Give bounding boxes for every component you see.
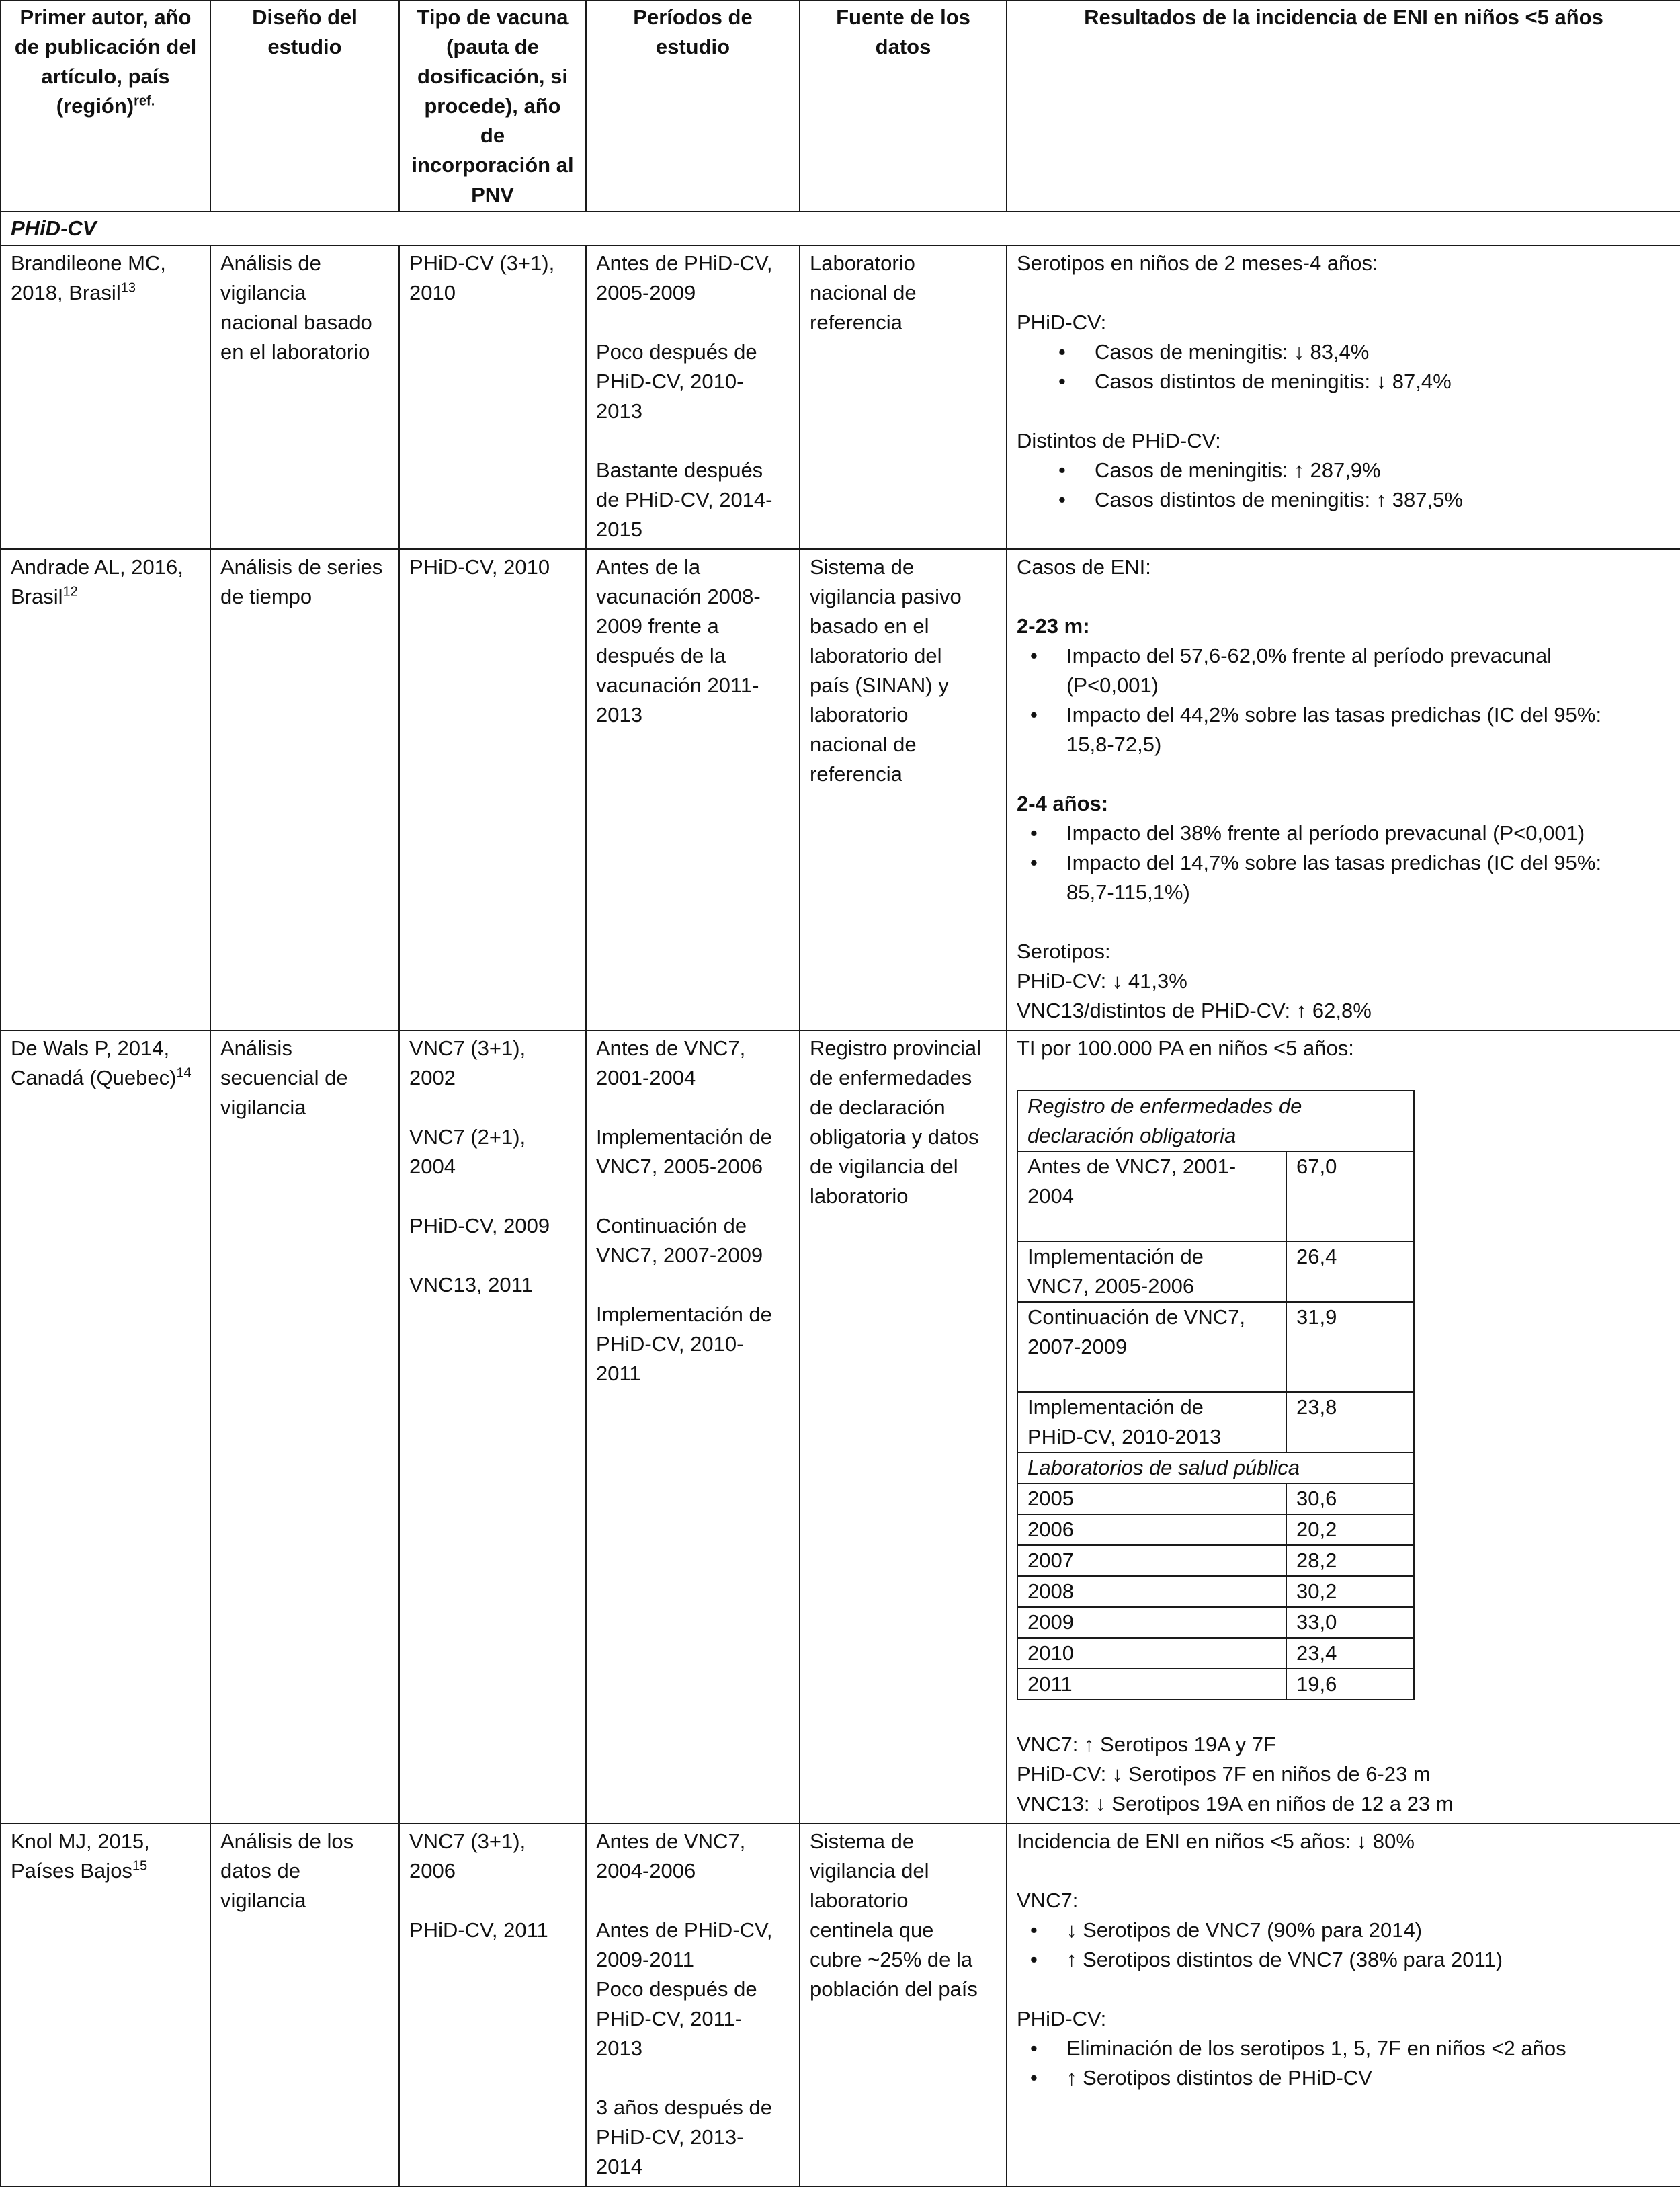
table-cell-label: 2006 (1017, 1514, 1286, 1545)
table-row (1017, 1302, 1414, 1392)
table-row (1, 549, 1680, 1030)
ref-number: 14 (176, 1065, 192, 1081)
table-row (1, 1030, 1680, 1823)
table-row (1017, 1514, 1414, 1545)
table-row (1, 1823, 1680, 2186)
table-cell-value: 19,6 (1286, 1669, 1414, 1700)
list-item: • Impacto del 38% frente al período prevacunal (P<0,001) (1017, 819, 1671, 848)
periods-cell: Antes de VNC7, 2004-2006 Antes de PHiD-CV, 2009-2011 Poco después de PHiD-CV, 2011- 2013 3 años después de PHiD-CV, 2013- 2014 (586, 1823, 800, 2186)
source-cell: Sistema de vigilancia pasivo basado en el laboratorio del país (SINAN) y laboratorio nacional de referencia (800, 549, 1007, 1030)
table-row (1017, 1483, 1414, 1514)
list-item: • Impacto del 14,7% sobre las tasas predichas (IC del 95%: 85,7-115,1%) (1017, 848, 1671, 907)
table-cell-label: 2011 (1017, 1669, 1286, 1700)
table-cell-value: 23,8 (1286, 1392, 1414, 1452)
result-list (1017, 2034, 1671, 2093)
table-section-label: Registro de enfermedades de declaración obligatoria (1017, 1091, 1414, 1151)
section-row (1, 212, 1680, 245)
table-cell-label: 2010 (1017, 1638, 1286, 1669)
ref-number: 13 (120, 280, 136, 296)
periods-cell: Antes de VNC7, 2001-2004 Implementación de VNC7, 2005-2006 Continuación de VNC7, 2007-2009 Implementación de PHiD-CV, 2010- 2011 (586, 1030, 800, 1823)
table-section-row (1017, 1091, 1414, 1151)
table-cell-label: Antes de VNC7, 2001- 2004 (1017, 1151, 1286, 1241)
incidence-table (1017, 1090, 1415, 1700)
table-row (1017, 1151, 1414, 1241)
table-cell-label: Continuación de VNC7, 2007-2009 (1017, 1302, 1286, 1392)
table-row (1017, 1638, 1414, 1669)
table-row (1017, 1669, 1414, 1700)
header-row (1, 1, 1680, 212)
source-cell: Sistema de vigilancia del laboratorio centinela que cubre ~25% de la población del país (800, 1823, 1007, 2186)
periods-cell: Antes de PHiD-CV, 2005-2009 Poco después de PHiD-CV, 2010- 2013 Bastante después de PHiD-CV, 2014- 2015 (586, 245, 800, 549)
list-item: • Impacto del 57,6-62,0% frente al período prevacunal (P<0,001) (1017, 641, 1671, 700)
header-author: Primer autor, año de publicación del artículo, país (región)$^{ref.}$ (1, 1, 210, 212)
table-cell-label: 2009 (1017, 1607, 1286, 1638)
table-cell-value: 26,4 (1286, 1241, 1414, 1302)
header-results: Resultados de la incidencia de ENI en niños <5 años (1007, 1, 1680, 212)
table-cell-value: 33,0 (1286, 1607, 1414, 1638)
design-cell: Análisis de los datos de vigilancia (210, 1823, 399, 2186)
result-list (1017, 641, 1671, 759)
result-list (1017, 337, 1671, 397)
table-cell-value: 31,9 (1286, 1302, 1414, 1392)
results-cell: TI por 100.000 PA en niños <5 años: Registro de enfermedades de declaración obligatoria Antes de VNC7, 2001- 2004 67,0 Implementación de VNC7, 2005-2006 26,4 Continuación de VNC7, 2007-2009 31,9 Implementación de PHiD-CV, 2010-2013 23,8 Laboratorios de salud pública 2005 30,6 2006 20,2 2007 28,2 2008 30,2 2009 33,0 2010 23,4 2011 19,6 VNC7: ↑ Serotipos 19A y 7F PHiD-CV: ↓ Serotipos 7F en niños de 6-23 m VNC13: ↓ Serotipos 19A en niños de 12 a 23 m (1007, 1030, 1680, 1823)
table-cell-label: Implementación de VNC7, 2005-2006 (1017, 1241, 1286, 1302)
list-item: • ↑ Serotipos distintos de VNC7 (38% para 2011) (1017, 1945, 1671, 1975)
list-item: • Casos de meningitis: ↓ 83,4% (1017, 337, 1671, 367)
ref-number: 12 (62, 584, 78, 600)
list-item: • ↓ Serotipos de VNC7 (90% para 2014) (1017, 1915, 1671, 1945)
results-cell: Casos de ENI: 2-23 m: • Impacto del 57,6-62,0% frente al período prevacunal (P<0,001) • Impacto del 44,2% sobre las tasas predichas (IC del 95%: 15,8-72,5) 2-4 años: • Impacto del 38% frente al período prevacunal (P<0,001) • Impacto del 14,7% sobre las tasas predichas (IC del 95%: 85,7-115,1%) Serotipos: PHiD-CV: ↓ 41,3% VNC13/distintos de PHiD-CV: ↑ 62,8% (1007, 549, 1680, 1030)
table-row (1017, 1607, 1414, 1638)
design-cell: Análisis secuencial de vigilancia (210, 1030, 399, 1823)
vaccine-cell: VNC7 (3+1), 2006 PHiD-CV, 2011 (399, 1823, 586, 2186)
author-cell: Andrade AL, 2016, Brasil$^{12}$ (1, 549, 210, 1030)
table-cell-value: 30,6 (1286, 1483, 1414, 1514)
table-row (1, 245, 1680, 549)
vaccine-cell: VNC7 (3+1), 2002 VNC7 (2+1), 2004 PHiD-CV, 2009 VNC13, 2011 (399, 1030, 586, 1823)
design-cell: Análisis de vigilancia nacional basado en el laboratorio (210, 245, 399, 549)
header-vaccine: Tipo de vacuna (pauta de dosificación, si procede), año de incorporación al PNV (399, 1, 586, 212)
table-cell-value: 67,0 (1286, 1151, 1414, 1241)
table-row (1017, 1576, 1414, 1607)
result-list (1017, 819, 1671, 907)
list-item: • Impacto del 44,2% sobre las tasas predichas (IC del 95%: 15,8-72,5) (1017, 700, 1671, 759)
header-source: Fuente de los datos (800, 1, 1007, 212)
table-row (1017, 1545, 1414, 1576)
table-cell-label: Implementación de PHiD-CV, 2010-2013 (1017, 1392, 1286, 1452)
list-item: • Eliminación de los serotipos 1, 5, 7F en niños <2 años (1017, 2034, 1671, 2063)
table-cell-label: 2008 (1017, 1576, 1286, 1607)
design-cell: Análisis de series de tiempo (210, 549, 399, 1030)
table-section-row (1017, 1452, 1414, 1483)
ref-label: ref. (134, 93, 155, 109)
source-cell: Laboratorio nacional de referencia (800, 245, 1007, 549)
list-item: • ↑ Serotipos distintos de PHiD-CV (1017, 2063, 1671, 2093)
table-cell-value: 20,2 (1286, 1514, 1414, 1545)
author-cell: Knol MJ, 2015, Países Bajos$^{15}$ (1, 1823, 210, 2186)
list-item: • Casos de meningitis: ↑ 287,9% (1017, 456, 1671, 485)
author-cell: De Wals P, 2014, Canadá (Quebec)$^{14}$ (1, 1030, 210, 1823)
table-cell-value: 23,4 (1286, 1638, 1414, 1669)
table-cell-value: 30,2 (1286, 1576, 1414, 1607)
result-list (1017, 1915, 1671, 1975)
results-cell: Serotipos en niños de 2 meses-4 años: PHiD-CV: • Casos de meningitis: ↓ 83,4% • Casos distintos de meningitis: ↓ 87,4% Distintos de PHiD-CV: • Casos de meningitis: ↑ 287,9% • Casos distintos de meningitis: ↑ 387,5% (1007, 245, 1680, 549)
header-design: Diseño del estudio (210, 1, 399, 212)
vaccine-cell: PHiD-CV, 2010 (399, 549, 586, 1030)
results-cell: Incidencia de ENI en niños <5 años: ↓ 80% VNC7: • ↓ Serotipos de VNC7 (90% para 2014) • ↑ Serotipos distintos de VNC7 (38% para 2011) PHiD-CV: • Eliminación de los serotipos 1, 5, 7F en niños <2 años • ↑ Serotipos distintos de PHiD-CV (1007, 1823, 1680, 2186)
table-cell-label: 2007 (1017, 1545, 1286, 1576)
table-section-label: Laboratorios de salud pública (1017, 1452, 1414, 1483)
ref-number: 15 (132, 1858, 148, 1874)
table-cell-label: 2005 (1017, 1483, 1286, 1514)
vaccine-cell: PHiD-CV (3+1), 2010 (399, 245, 586, 549)
periods-cell: Antes de la vacunación 2008- 2009 frente a después de la vacunación 2011- 2013 (586, 549, 800, 1030)
section-label: PHiD-CV (1, 212, 1680, 245)
table-row (1017, 1392, 1414, 1452)
source-cell: Registro provincial de enfermedades de declaración obligatoria y datos de vigilancia del laboratorio (800, 1030, 1007, 1823)
author-cell: Brandileone MC, 2018, Brasil$^{13}$ (1, 245, 210, 549)
list-item: • Casos distintos de meningitis: ↓ 87,4% (1017, 367, 1671, 397)
list-item: • Casos distintos de meningitis: ↑ 387,5% (1017, 485, 1671, 515)
header-periods: Períodos de estudio (586, 1, 800, 212)
table-cell-value: 28,2 (1286, 1545, 1414, 1576)
result-list (1017, 456, 1671, 515)
table-row (1017, 1241, 1414, 1302)
